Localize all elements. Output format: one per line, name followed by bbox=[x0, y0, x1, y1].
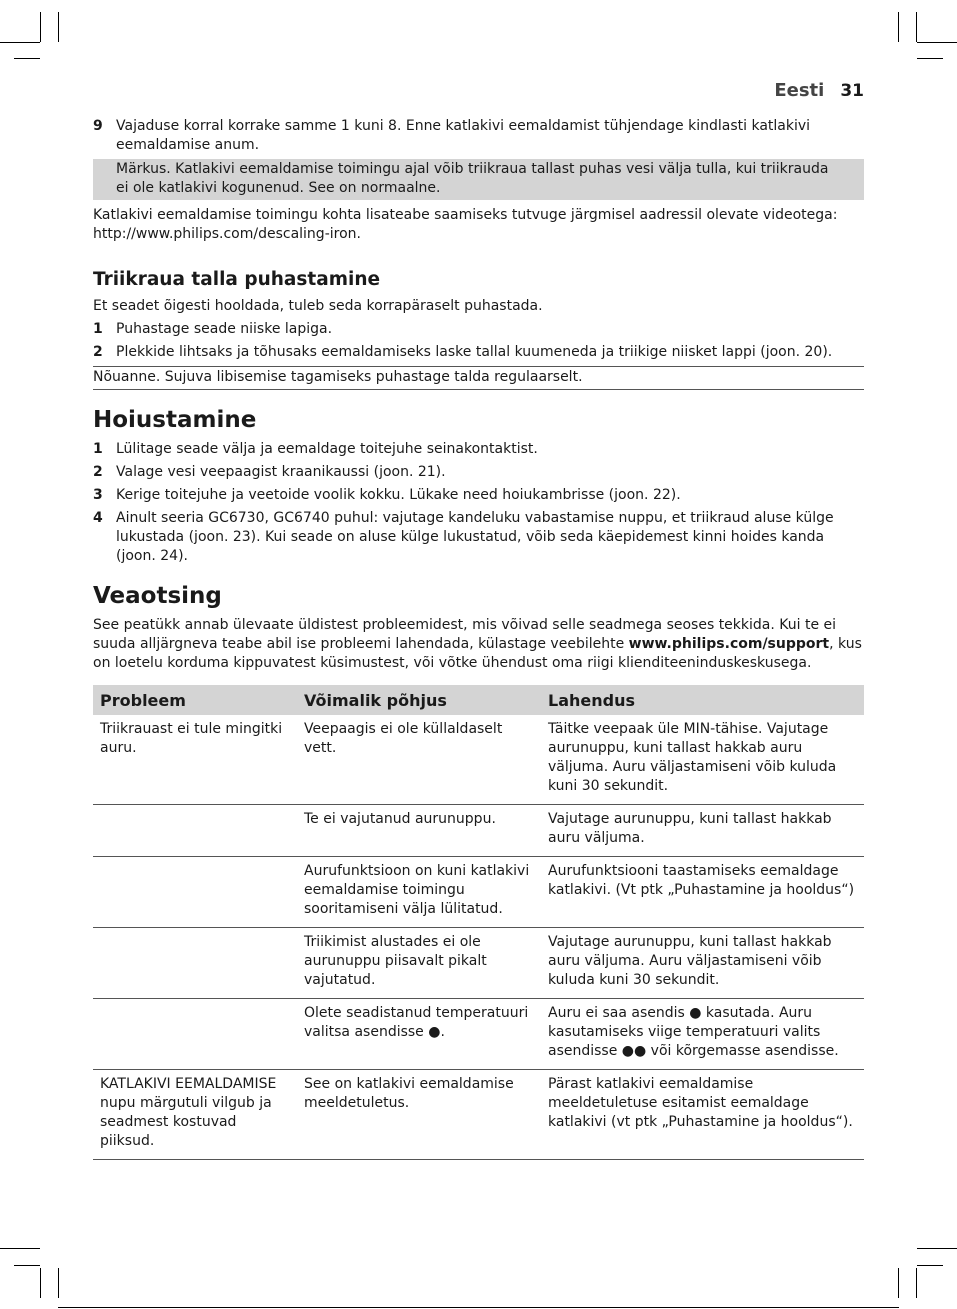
cell-solution: Täitke veepaak üle MIN-tähise. Vajutage aurunuppu, kuni tallast hakkab auru väljuma. Auru väljastamiseni võib kuluda kuni 30 sekundit. bbox=[541, 715, 864, 805]
storage-heading: Hoiustamine bbox=[93, 407, 257, 433]
troubleshooting-table bbox=[93, 685, 864, 1160]
tip-box: Nõuanne. Sujuva libisemise tagamiseks puhastage talda regulaarselt. bbox=[93, 366, 864, 390]
troubleshooting-intro bbox=[93, 616, 864, 673]
header-language: Eesti bbox=[774, 80, 825, 101]
storage-step-2 bbox=[93, 463, 864, 482]
step-text: Vajaduse korral korrake samme 1 kuni 8. Enne katlakivi eemaldamist tühjendage kindlasti katlakivi eemaldamise anum. bbox=[116, 118, 811, 153]
cell-solution: Vajutage aurunuppu, kuni tallast hakkab auru väljuma. bbox=[541, 805, 864, 857]
page-number: 31 bbox=[840, 81, 864, 101]
step-number: 9 bbox=[93, 118, 103, 134]
cell-problem: KATLAKIVI EEMALDAMISE nupu märgutuli vilgub ja seadmest kostuvad piiksud. bbox=[93, 1070, 297, 1160]
step-text: Puhastage seade niiske lapiga. bbox=[116, 321, 333, 337]
soleplate-heading: Triikraua talla puhastamine bbox=[93, 269, 381, 290]
cell-solution: Vajutage aurunuppu, kuni tallast hakkab auru väljuma. Auru väljastamiseni võib kuluda kuni 30 sekundit. bbox=[541, 928, 864, 999]
cell-cause: Aurufunktsioon on kuni katlakivi eemaldamise toimingu sooritamiseni välja lülitatud. bbox=[297, 857, 541, 928]
header-cause: Võimalik põhjus bbox=[297, 685, 541, 715]
table-row bbox=[93, 1070, 864, 1160]
step-number: 2 bbox=[93, 344, 103, 360]
header-solution: Lahendus bbox=[541, 685, 864, 715]
cell-solution: Auru ei saa asendis ● kasutada. Auru kasutamiseks viige temperatuuri valits asendisse ●● või kõrgemasse asendisse. bbox=[541, 999, 864, 1070]
step-number: 2 bbox=[93, 464, 103, 480]
support-link[interactable]: www.philips.com/support bbox=[628, 636, 830, 652]
table-row bbox=[93, 928, 864, 999]
intro-text-end: , kus on loetelu korduma kippuvatest küsimustest, või võtke ühendust oma riigi klienditeeninduskeskusega. bbox=[93, 636, 862, 671]
cell-cause: Te ei vajutanud aurunuppu. bbox=[297, 805, 541, 857]
cell-problem bbox=[93, 928, 297, 999]
soleplate-step-2 bbox=[93, 343, 864, 362]
table-row bbox=[93, 999, 864, 1070]
table-row bbox=[93, 805, 864, 857]
table-row bbox=[93, 857, 864, 928]
cell-problem: Triikrauast ei tule mingitki auru. bbox=[93, 715, 297, 805]
table-row bbox=[93, 715, 864, 805]
cell-problem bbox=[93, 999, 297, 1070]
storage-step-3 bbox=[93, 486, 864, 505]
step-text: Ainult seeria GC6730, GC6740 puhul: vajutage kandeluku vabastamise nuppu, et triikraud aluse külge lukustada (joon. 23). Kui seade on aluse külge lukustatud, võib seda käepidemest kinni hoides kanda (joon. 24). bbox=[116, 510, 834, 564]
intro-text: See peatükk annab ülevaate üldistest probleemidest, mis võivad selle seadmega seoses tekkida. Kui te ei suuda alljärgneva teabe abil ise probleemi lahendada, külastage veebilehte bbox=[93, 617, 837, 652]
troubleshooting-heading: Veaotsing bbox=[93, 583, 222, 609]
page-content bbox=[93, 117, 864, 1160]
cell-solution: Aurufunktsiooni taastamiseks eemaldage katlakivi. (Vt ptk „Puhastamine ja hooldus“) bbox=[541, 857, 864, 928]
step-text: Kerige toitejuhe ja veetoide voolik kokku. Lükake need hoiukambrisse (joon. 22). bbox=[116, 487, 681, 503]
note-box: Märkus. Katlakivi eemaldamise toimingu ajal võib triikraua tallast puhas vesi välja tulla, kui triikrauda ei ole katlakivi kogunenud. See on normaalne. bbox=[93, 159, 864, 200]
step-number: 4 bbox=[93, 510, 103, 526]
storage-step-1 bbox=[93, 440, 864, 459]
soleplate-intro: Et seadet õigesti hooldada, tuleb seda korrapäraselt puhastada. bbox=[93, 298, 543, 314]
step-9 bbox=[93, 117, 864, 155]
cell-cause: Veepaagis ei ole küllaldaselt vett. bbox=[297, 715, 541, 805]
cell-cause: See on katlakivi eemaldamise meeldetuletus. bbox=[297, 1070, 541, 1160]
table-header-row bbox=[93, 685, 864, 715]
step-text: Lülitage seade välja ja eemaldage toitejuhe seinakontaktist. bbox=[116, 441, 538, 457]
page-header bbox=[774, 80, 864, 101]
cell-cause: Triikimist alustades ei ole aurunuppu piisavalt pikalt vajutatud. bbox=[297, 928, 541, 999]
step-number: 1 bbox=[93, 441, 103, 457]
soleplate-step-1 bbox=[93, 320, 864, 339]
step-number: 1 bbox=[93, 321, 103, 337]
cell-problem bbox=[93, 857, 297, 928]
cell-problem bbox=[93, 805, 297, 857]
step-number: 3 bbox=[93, 487, 103, 503]
header-problem: Probleem bbox=[93, 685, 297, 715]
step-text: Valage vesi veepaagist kraanikaussi (joon. 21). bbox=[116, 464, 446, 480]
storage-step-4 bbox=[93, 509, 864, 566]
step-text: Plekkide lihtsaks ja tõhusaks eemaldamiseks laske tallal kuumeneda ja triikige niisket lappi (joon. 20). bbox=[116, 344, 833, 360]
cell-cause: Olete seadistanud temperatuuri valitsa asendisse ●. bbox=[297, 999, 541, 1070]
cell-solution: Pärast katlakivi eemaldamise meeldetuletuse esitamist eemaldage katlakivi (vt ptk „Puhastamine ja hooldus“). bbox=[541, 1070, 864, 1160]
more-info-paragraph: Katlakivi eemaldamise toimingu kohta lisateabe saamiseks tutvuge järgmisel aadressil olevate videotega: http://www.philips.com/descaling-iron. bbox=[93, 207, 838, 242]
